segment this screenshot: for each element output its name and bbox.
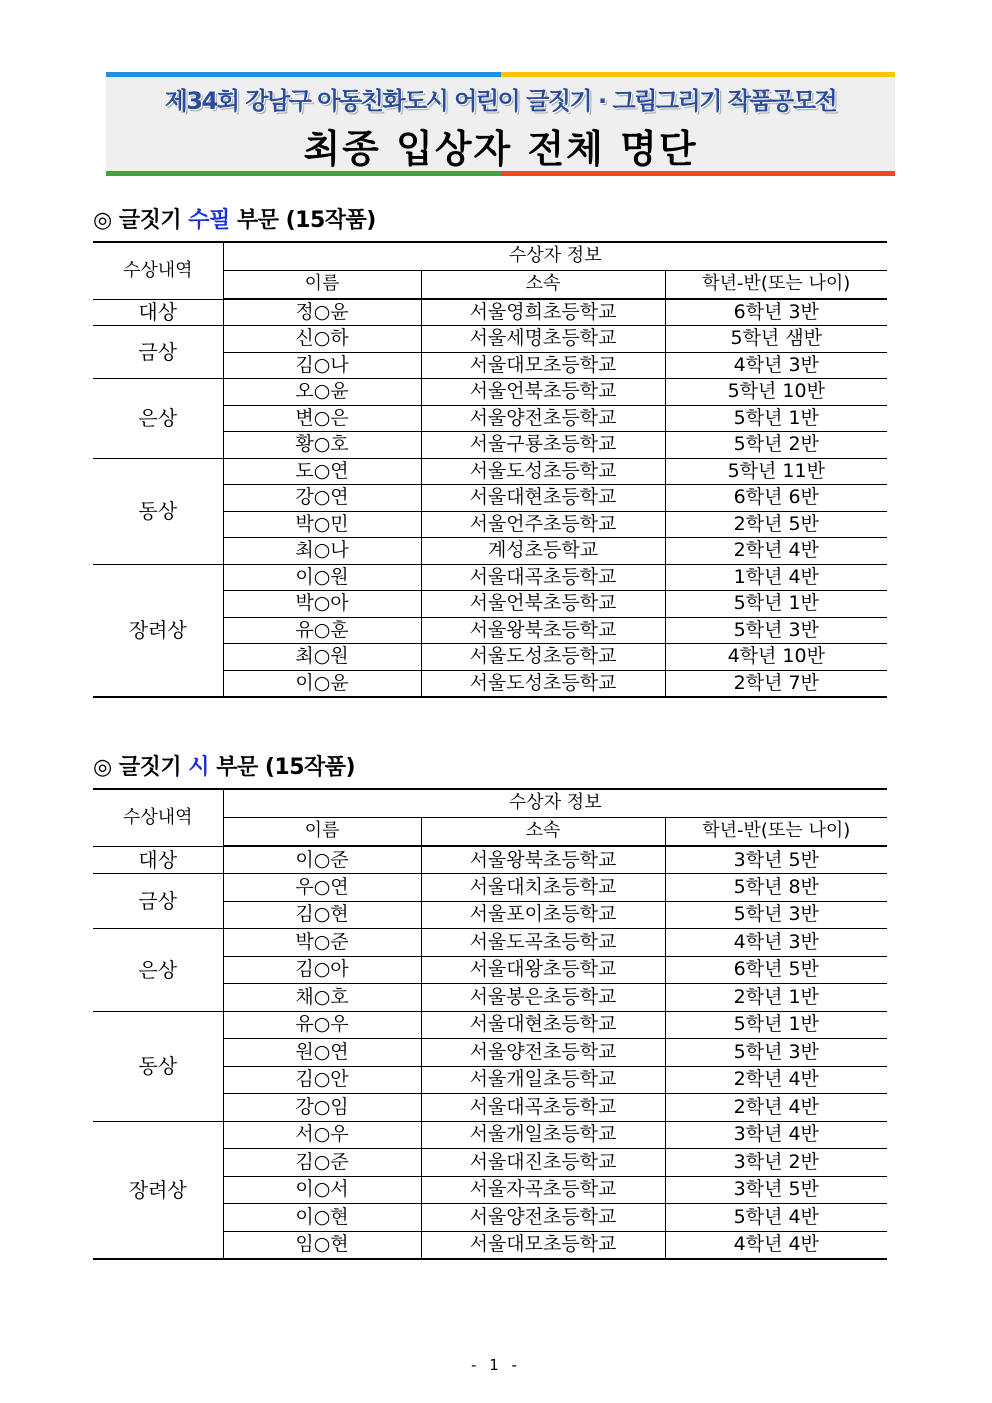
school-cell: 계성초등학교 [421,538,665,565]
grade-cell: 5학년 8반 [665,874,887,902]
contest-subtitle: 제34회 강남구 아동친화도시 어린이 글짓기 · 그림그리기 작품공모전 [164,87,837,115]
winner-name-cell: 유○훈 [223,617,421,644]
table-row [93,1121,887,1149]
school-cell: 서울대현초등학교 [421,485,665,512]
award-cell: 동상 [93,458,223,564]
winner-name-cell: 이○원 [223,564,421,591]
winner-name-cell: 황○호 [223,432,421,459]
section-heading-essay [93,203,376,234]
banner-bar-yellow [501,72,895,77]
winner-name-cell: 김○아 [223,956,421,984]
name-column-header: 이름 [223,817,421,846]
grade-cell: 2학년 7반 [665,670,887,697]
school-cell: 서울왕북초등학교 [421,846,665,874]
table-row [93,326,887,353]
winner-name-cell: 채○호 [223,984,421,1012]
school-cell: 서울양전초등학교 [421,405,665,432]
award-cell: 은상 [93,379,223,459]
winner-name-cell: 강○연 [223,485,421,512]
award-cell: 장려상 [93,1121,223,1259]
grade-cell: 5학년 11반 [665,458,887,485]
winner-name-cell: 신○하 [223,326,421,353]
grade-cell: 4학년 4반 [665,1231,887,1259]
name-column-header: 이름 [223,270,421,299]
winner-info-header: 수상자 정보 [223,789,887,817]
school-cell: 서울양전초등학교 [421,1204,665,1232]
winner-name-cell: 김○안 [223,1066,421,1094]
winner-name-cell: 김○나 [223,352,421,379]
winner-name-cell: 강○임 [223,1094,421,1122]
table-row [93,564,887,591]
school-cell: 서울도곡초등학교 [421,929,665,957]
table-row [93,846,887,874]
grade-cell: 6학년 3반 [665,299,887,326]
grade-cell: 2학년 4반 [665,1066,887,1094]
school-cell: 서울자곡초등학교 [421,1176,665,1204]
section-heading-accent: 시 [188,755,210,780]
winner-name-cell: 최○나 [223,538,421,565]
winner-name-cell: 도○연 [223,458,421,485]
grade-cell: 5학년 1반 [665,1011,887,1039]
winner-name-cell: 이○준 [223,846,421,874]
grade-cell: 6학년 6반 [665,485,887,512]
award-cell: 대상 [93,299,223,326]
grade-cell: 6학년 5반 [665,956,887,984]
table-row [93,458,887,485]
page-number: - 1 - [471,1356,521,1374]
school-cell: 서울대모초등학교 [421,1231,665,1259]
school-cell: 서울언북초등학교 [421,591,665,618]
grade-column-header: 학년-반(또는 나이) [665,817,887,846]
award-cell: 은상 [93,929,223,1012]
school-cell: 서울도성초등학교 [421,670,665,697]
winner-name-cell: 김○현 [223,901,421,929]
table-header-row [93,789,887,817]
school-cell: 서울대모초등학교 [421,352,665,379]
banner-bar-blue [106,72,501,77]
school-cell: 서울대곡초등학교 [421,1094,665,1122]
grade-cell: 3학년 4반 [665,1121,887,1149]
section-heading-suffix: 부문 (15작품) [229,208,376,233]
award-cell: 금상 [93,874,223,929]
winner-name-cell: 이○윤 [223,670,421,697]
winner-name-cell: 이○서 [223,1176,421,1204]
grade-cell: 3학년 5반 [665,1176,887,1204]
school-cell: 서울개일초등학교 [421,1066,665,1094]
school-cell: 서울언주초등학교 [421,511,665,538]
winner-name-cell: 박○아 [223,591,421,618]
grade-cell: 2학년 4반 [665,1094,887,1122]
school-cell: 서울봉은초등학교 [421,984,665,1012]
page-title: 최종 입상자 전체 명단 [303,127,698,171]
school-cell: 서울대왕초등학교 [421,956,665,984]
school-cell: 서울양전초등학교 [421,1039,665,1067]
section-heading-accent: 수필 [188,208,230,233]
section-heading-prefix: ◎ 글짓기 [93,755,189,780]
grade-cell: 2학년 5반 [665,511,887,538]
winner-name-cell: 임○현 [223,1231,421,1259]
winner-name-cell: 정○윤 [223,299,421,326]
table-row [93,874,887,902]
award-cell: 장려상 [93,564,223,697]
grade-cell: 4학년 10반 [665,644,887,671]
school-cell: 서울도성초등학교 [421,458,665,485]
school-cell: 서울대현초등학교 [421,1011,665,1039]
table-row [93,1011,887,1039]
school-cell: 서울구룡초등학교 [421,432,665,459]
winner-name-cell: 박○민 [223,511,421,538]
winner-name-cell: 원○연 [223,1039,421,1067]
school-column-header: 소속 [421,270,665,299]
grade-cell: 5학년 2반 [665,432,887,459]
school-cell: 서울개일초등학교 [421,1121,665,1149]
grade-column-header: 학년-반(또는 나이) [665,270,887,299]
title-banner [106,72,895,176]
winner-name-cell: 변○은 [223,405,421,432]
table-row [93,929,887,957]
school-cell: 서울도성초등학교 [421,644,665,671]
table-row [93,299,887,326]
grade-cell: 5학년 4반 [665,1204,887,1232]
winner-name-cell: 김○준 [223,1149,421,1177]
grade-cell: 2학년 1반 [665,984,887,1012]
school-cell: 서울영희초등학교 [421,299,665,326]
grade-cell: 4학년 3반 [665,352,887,379]
award-cell: 동상 [93,1011,223,1121]
grade-cell: 5학년 1반 [665,591,887,618]
school-cell: 서울포이초등학교 [421,901,665,929]
grade-cell: 5학년 샘반 [665,326,887,353]
school-cell: 서울언북초등학교 [421,379,665,406]
grade-cell: 3학년 5반 [665,846,887,874]
winner-name-cell: 우○연 [223,874,421,902]
award-column-header: 수상내역 [93,242,223,299]
school-cell: 서울대곡초등학교 [421,564,665,591]
winner-name-cell: 서○우 [223,1121,421,1149]
award-cell: 대상 [93,846,223,874]
award-cell: 금상 [93,326,223,379]
winner-name-cell: 박○준 [223,929,421,957]
school-cell: 서울세명초등학교 [421,326,665,353]
grade-cell: 1학년 4반 [665,564,887,591]
winner-name-cell: 최○원 [223,644,421,671]
section-heading-suffix: 부문 (15작품) [209,755,356,780]
table-header-row [93,242,887,270]
winner-name-cell: 오○윤 [223,379,421,406]
winner-name-cell: 유○우 [223,1011,421,1039]
essay-awards-table [93,241,887,698]
grade-cell: 5학년 3반 [665,617,887,644]
section-heading-poem [93,750,355,781]
school-column-header: 소속 [421,817,665,846]
poem-awards-table [93,788,887,1260]
winner-name-cell: 이○현 [223,1204,421,1232]
grade-cell: 3학년 2반 [665,1149,887,1177]
table-row [93,379,887,406]
grade-cell: 5학년 1반 [665,405,887,432]
school-cell: 서울대치초등학교 [421,874,665,902]
grade-cell: 2학년 4반 [665,538,887,565]
award-column-header: 수상내역 [93,789,223,846]
grade-cell: 5학년 3반 [665,901,887,929]
grade-cell: 5학년 3반 [665,1039,887,1067]
school-cell: 서울대진초등학교 [421,1149,665,1177]
grade-cell: 5학년 10반 [665,379,887,406]
grade-cell: 4학년 3반 [665,929,887,957]
school-cell: 서울왕북초등학교 [421,617,665,644]
winner-info-header: 수상자 정보 [223,242,887,270]
section-heading-prefix: ◎ 글짓기 [93,208,189,233]
